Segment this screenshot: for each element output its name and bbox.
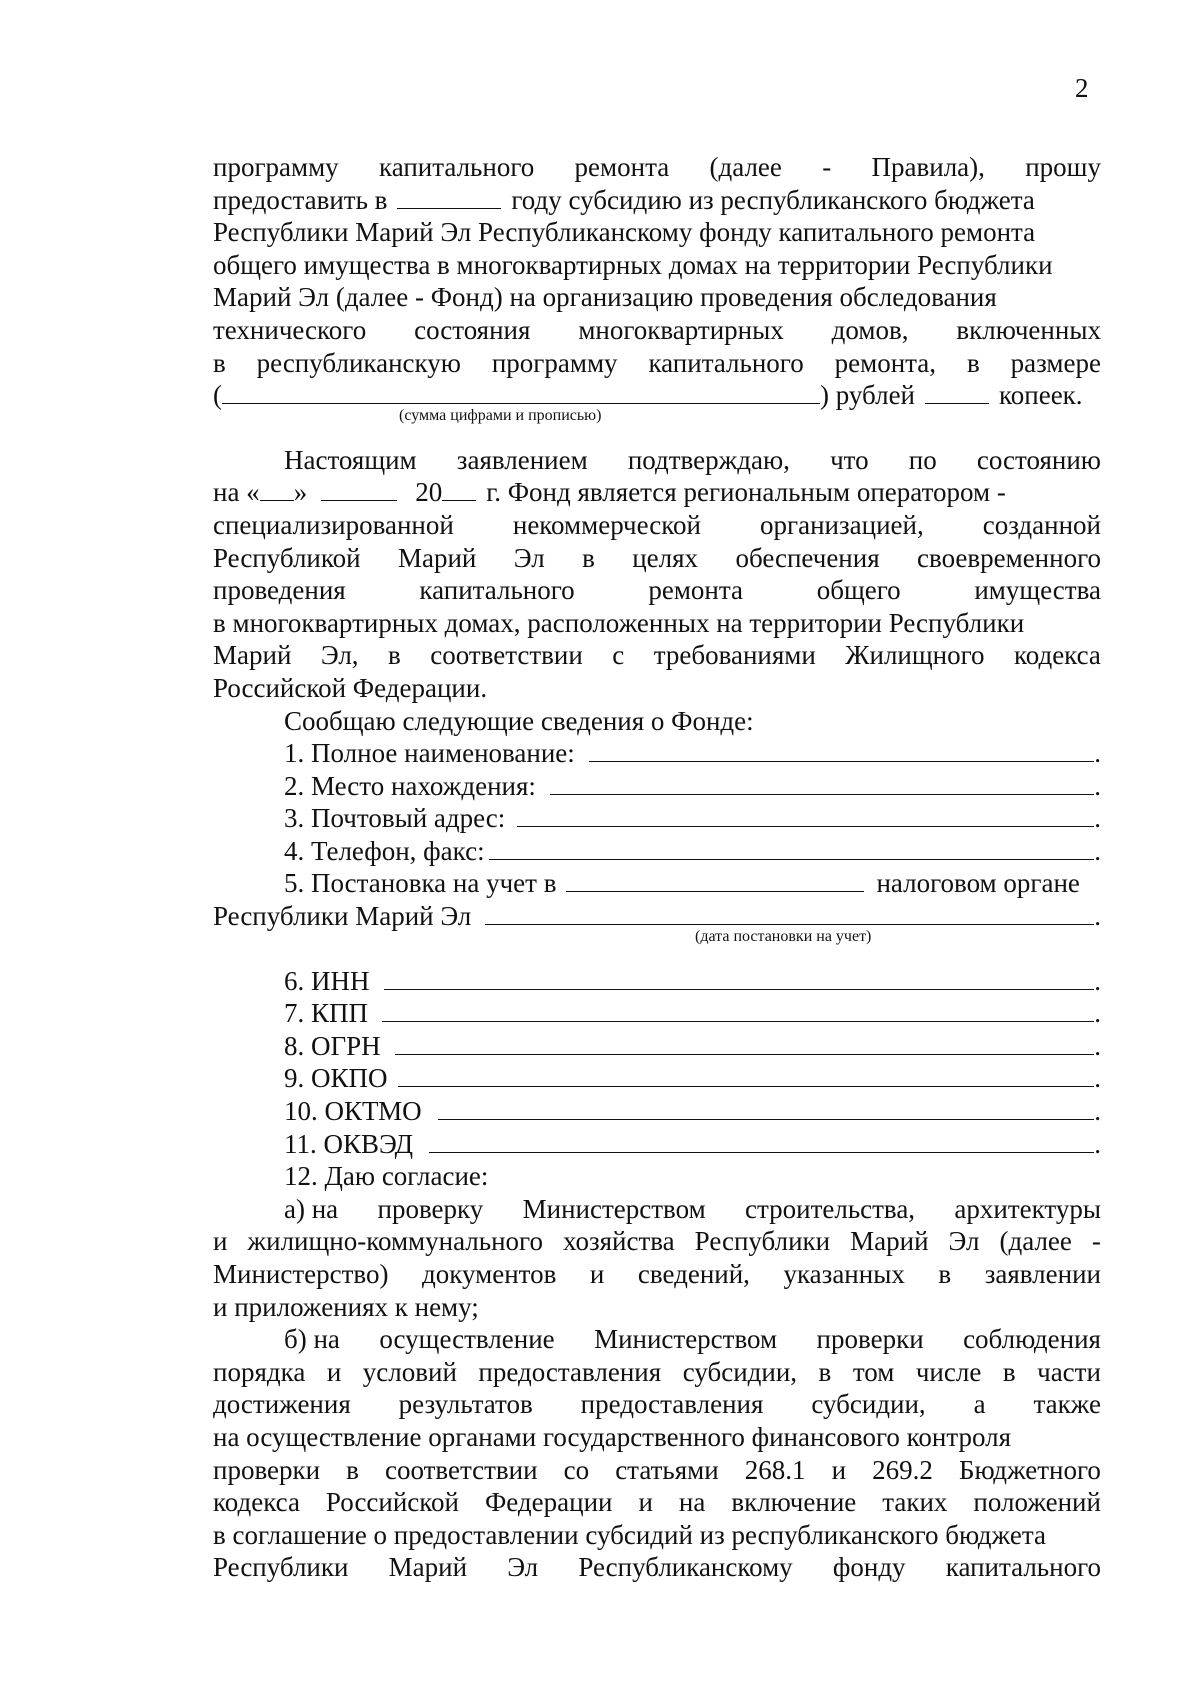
- word: числе: [915, 1356, 982, 1387]
- word: соответствии: [385, 1454, 538, 1485]
- form-field-location: [213, 770, 1101, 803]
- word: подтверждаю,: [627, 444, 790, 475]
- text-line: общего имущества в многоквартирных домах на территории Республики: [213, 249, 1053, 280]
- text-line: [213, 314, 1101, 347]
- word: в: [213, 347, 226, 378]
- word: Настоящим: [284, 444, 417, 475]
- word: программу: [213, 152, 339, 182]
- text-line: [213, 476, 1101, 509]
- document-body: [213, 151, 1101, 1584]
- word: целях: [632, 542, 699, 573]
- word: Министерство): [213, 1259, 389, 1289]
- word: республиканскую: [256, 347, 461, 378]
- word: Российской: [325, 1487, 459, 1518]
- word: и: [326, 1356, 342, 1387]
- word: предоставления: [580, 1389, 764, 1420]
- text-fragment: (: [213, 380, 222, 411]
- word: ремонта: [574, 152, 670, 182]
- form-field-kpp: [213, 997, 1101, 1030]
- word: Республики: [694, 1226, 831, 1257]
- field-terminator: .: [1094, 1128, 1101, 1159]
- word: указанных: [783, 1259, 905, 1289]
- word: 269.2: [872, 1454, 933, 1485]
- oktmo-blank[interactable]: [438, 1095, 1095, 1120]
- word: Правила),: [871, 152, 985, 182]
- word: капитального: [419, 575, 575, 606]
- word: части: [1037, 1356, 1101, 1387]
- word: строительства,: [745, 1193, 916, 1224]
- word: жилищно-коммунального: [247, 1226, 543, 1257]
- text-line: [213, 1356, 1101, 1389]
- full-name-blank[interactable]: [589, 737, 1094, 762]
- text-line: [213, 1258, 1101, 1291]
- text-line: [213, 347, 1101, 380]
- form-field-tax-registration-date: [213, 900, 1101, 933]
- registration-date-blank[interactable]: [485, 900, 1094, 925]
- field-terminator: .: [1094, 998, 1101, 1029]
- kopecks-blank[interactable]: [925, 379, 989, 404]
- word: Республикой: [213, 542, 361, 573]
- word: Марий: [213, 640, 292, 671]
- word: Федерации: [484, 1487, 613, 1518]
- word: капитального: [945, 1552, 1101, 1583]
- word: 268.1: [744, 1454, 806, 1485]
- field-terminator: .: [1094, 738, 1101, 769]
- word: также: [1033, 1389, 1101, 1420]
- word: состоянию: [976, 444, 1101, 475]
- text-fragment: г. Фонд является региональным оператором -: [486, 477, 1006, 508]
- text-line: и приложениях к нему;: [213, 1291, 479, 1322]
- text-fragment: ) рублей: [820, 380, 916, 411]
- field-label: 4. Телефон, факс:: [284, 835, 485, 866]
- text-line: [213, 509, 1101, 542]
- word: прошу: [1025, 152, 1101, 182]
- word: заявлением: [456, 444, 588, 475]
- word: некоммерческой: [512, 509, 701, 540]
- text-fragment: году субсидию из республиканского бюджета: [511, 184, 1035, 215]
- word: общего: [816, 575, 901, 606]
- field-label: 3. Почтовый адрес:: [284, 803, 506, 834]
- page-number: 2: [1075, 73, 1089, 103]
- registration-date-caption: (дата постановки на учет): [695, 927, 872, 945]
- word: Эл,: [320, 640, 359, 671]
- form-field-postal-address: [213, 802, 1101, 835]
- word: технического: [213, 314, 367, 345]
- word: Министерством: [594, 1324, 778, 1355]
- field-terminator: .: [1094, 965, 1101, 996]
- word: и: [638, 1487, 653, 1518]
- okpo-blank[interactable]: [398, 1062, 1095, 1087]
- text-line: [213, 184, 1101, 217]
- word: на: [678, 1487, 706, 1518]
- word: многоквартирных: [578, 314, 784, 345]
- word: Эл: [513, 542, 545, 573]
- field-terminator: .: [1094, 1096, 1101, 1127]
- okved-blank[interactable]: [429, 1128, 1094, 1153]
- word: предоставления: [478, 1356, 662, 1387]
- text-line: на осуществление органами государственного финансового контроля: [213, 1421, 1011, 1452]
- field-terminator: .: [1094, 1030, 1101, 1061]
- text-line: Российской Федерации.: [213, 672, 488, 703]
- word: а) на: [284, 1193, 339, 1224]
- form-field-oktmo: [213, 1095, 1101, 1128]
- field-label: 5. Постановка на учет в: [284, 868, 557, 899]
- word: что: [830, 444, 869, 475]
- word: кодекса: [213, 1487, 300, 1518]
- field-terminator: .: [1094, 835, 1101, 866]
- word: включение: [731, 1487, 857, 1518]
- text-line: в соглашение о предоставлении субсидий из республиканского бюджета: [213, 1519, 1046, 1550]
- kpp-blank[interactable]: [382, 997, 1094, 1022]
- word: б) на: [284, 1324, 340, 1355]
- word: Жилищного: [845, 640, 985, 671]
- amount-caption: (сумма цифрами и прописью): [399, 406, 602, 424]
- word: достижения: [213, 1389, 351, 1420]
- month-blank[interactable]: [321, 476, 397, 501]
- word: проверки: [213, 1454, 321, 1485]
- word: Республики: [213, 1552, 349, 1583]
- word: своевременного: [917, 542, 1101, 573]
- word: -: [822, 152, 832, 182]
- word: (далее: [709, 152, 782, 182]
- word: Эл: [948, 1226, 980, 1257]
- text-line: [213, 151, 1101, 184]
- field-label: 10. ОКТМО: [284, 1096, 422, 1127]
- field-label: 8. ОГРН: [284, 1030, 381, 1061]
- amount-blank[interactable]: [222, 379, 820, 404]
- word: в: [582, 542, 595, 573]
- word: ремонта: [648, 575, 743, 606]
- text-line: Республики Марий Эл Республиканскому фонду капитального ремонта: [213, 217, 1036, 248]
- form-field-phone-fax: [213, 835, 1101, 868]
- word: соответствии: [430, 640, 583, 671]
- word: программу: [491, 347, 618, 378]
- word: в: [938, 1259, 952, 1289]
- word: обеспечения: [735, 542, 880, 573]
- text-fragment: 20: [415, 477, 443, 508]
- field-terminator: .: [1094, 901, 1101, 932]
- form-field-tax-registration: [213, 867, 1101, 900]
- word: в: [346, 1454, 359, 1485]
- ogrn-blank[interactable]: [395, 1030, 1095, 1055]
- word: созданной: [982, 509, 1101, 540]
- form-field-inn: [213, 965, 1101, 998]
- form-field-okved: [213, 1128, 1101, 1161]
- word: Марий: [850, 1226, 929, 1257]
- text-line: [213, 542, 1101, 575]
- text-line: [213, 444, 1101, 477]
- text-line: в многоквартирных домах, расположенных на территории Республики: [213, 607, 1025, 638]
- word: в: [818, 1356, 832, 1387]
- field-label: 11. ОКВЭД: [284, 1128, 413, 1159]
- word: имущества: [974, 575, 1101, 606]
- word: включенных: [956, 314, 1101, 345]
- word: (далее: [999, 1226, 1072, 1257]
- word: кодекса: [1013, 640, 1101, 671]
- word: с: [612, 640, 625, 671]
- word: порядка: [213, 1356, 306, 1387]
- word: Эл: [507, 1552, 539, 1583]
- word: проведения: [213, 575, 346, 606]
- caption-line: [213, 927, 1101, 957]
- field-label: 9. ОКПО: [284, 1063, 388, 1094]
- word: и: [213, 1226, 228, 1257]
- phone-fax-blank[interactable]: [489, 835, 1095, 860]
- word: капитального: [648, 347, 804, 378]
- text-fragment: »: [293, 477, 308, 508]
- postal-address-blank[interactable]: [517, 802, 1094, 827]
- word: сведений,: [637, 1259, 750, 1289]
- text-line: 12. Даю согласие:: [284, 1161, 489, 1192]
- word: требованиями: [653, 640, 816, 671]
- year-blank[interactable]: [397, 184, 501, 209]
- text-line: [213, 1323, 1101, 1356]
- word: условий: [362, 1356, 457, 1387]
- field-label: 7. КПП: [284, 998, 369, 1029]
- word: субсидии,: [811, 1389, 926, 1420]
- word: Марий: [388, 1552, 468, 1583]
- word: Министерством: [522, 1193, 706, 1224]
- text-fragment: предоставить в: [213, 184, 388, 215]
- field-terminator: .: [1094, 803, 1101, 834]
- word: состояния: [414, 314, 531, 345]
- word: хозяйства: [562, 1226, 675, 1257]
- text-line: [213, 639, 1101, 672]
- caption-line: [213, 406, 1101, 436]
- location-blank[interactable]: [550, 770, 1094, 795]
- word: субсидии,: [682, 1356, 798, 1387]
- word: -: [1091, 1226, 1101, 1257]
- word: а: [973, 1389, 986, 1420]
- word: осуществление: [379, 1324, 555, 1355]
- field-label: 6. ИНН: [284, 965, 370, 996]
- word: организацией,: [760, 509, 924, 540]
- text-line: Марий Эл (далее - Фонд) на организацию проведения обследования: [213, 282, 997, 313]
- word: и: [831, 1454, 847, 1485]
- text-fragment: копеек.: [999, 380, 1083, 411]
- word: том: [852, 1356, 895, 1387]
- word: со: [563, 1454, 590, 1485]
- word: документов: [422, 1259, 557, 1289]
- word: архитектуры: [954, 1193, 1101, 1224]
- word: проверку: [377, 1193, 484, 1224]
- word: Бюджетного: [958, 1454, 1101, 1485]
- word: в: [388, 640, 401, 671]
- word: и: [589, 1259, 605, 1289]
- word: капитального: [379, 152, 535, 182]
- text-line: Сообщаю следующие сведения о Фонде:: [284, 705, 754, 736]
- text-line: [213, 1225, 1101, 1258]
- word: таких: [882, 1487, 948, 1518]
- word: в: [1002, 1356, 1016, 1387]
- text-line: [213, 1454, 1101, 1487]
- word: положений: [973, 1487, 1101, 1518]
- text-line: [213, 379, 1101, 412]
- word: статьями: [615, 1454, 719, 1485]
- year-suffix-blank[interactable]: [442, 476, 476, 501]
- inn-blank[interactable]: [384, 965, 1095, 990]
- tax-office-blank[interactable]: [566, 867, 864, 892]
- form-field-okpo: [213, 1062, 1101, 1095]
- form-field-ogrn: [213, 1030, 1101, 1063]
- word: фонду: [832, 1552, 906, 1583]
- text-line: [213, 1551, 1101, 1584]
- word: Марий: [397, 542, 477, 573]
- text-line: [213, 1193, 1101, 1226]
- word: по: [908, 444, 937, 475]
- field-label: 2. Место нахождения:: [284, 770, 536, 801]
- text-line: [213, 574, 1101, 607]
- text-line: [213, 1388, 1101, 1421]
- field-terminator: .: [1094, 770, 1101, 801]
- word: проверки: [816, 1324, 924, 1355]
- field-label: 1. Полное наименование:: [284, 738, 575, 769]
- field-label: налоговом органе: [876, 868, 1080, 899]
- text-line: [213, 1486, 1101, 1519]
- word: заявлении: [984, 1259, 1101, 1289]
- field-label: Республики Марий Эл: [213, 901, 472, 932]
- day-blank[interactable]: [260, 476, 294, 501]
- word: в: [966, 347, 980, 378]
- text-fragment: на «: [213, 477, 260, 508]
- word: размере: [1010, 347, 1101, 378]
- word: результатов: [398, 1389, 533, 1420]
- word: ремонта,: [834, 347, 937, 378]
- form-field-full-name: [213, 737, 1101, 770]
- field-terminator: .: [1094, 1063, 1101, 1094]
- word: домов,: [831, 314, 909, 345]
- word: специализированной: [213, 509, 454, 540]
- word: соблюдения: [963, 1324, 1101, 1355]
- word: Республиканскому: [578, 1552, 793, 1583]
